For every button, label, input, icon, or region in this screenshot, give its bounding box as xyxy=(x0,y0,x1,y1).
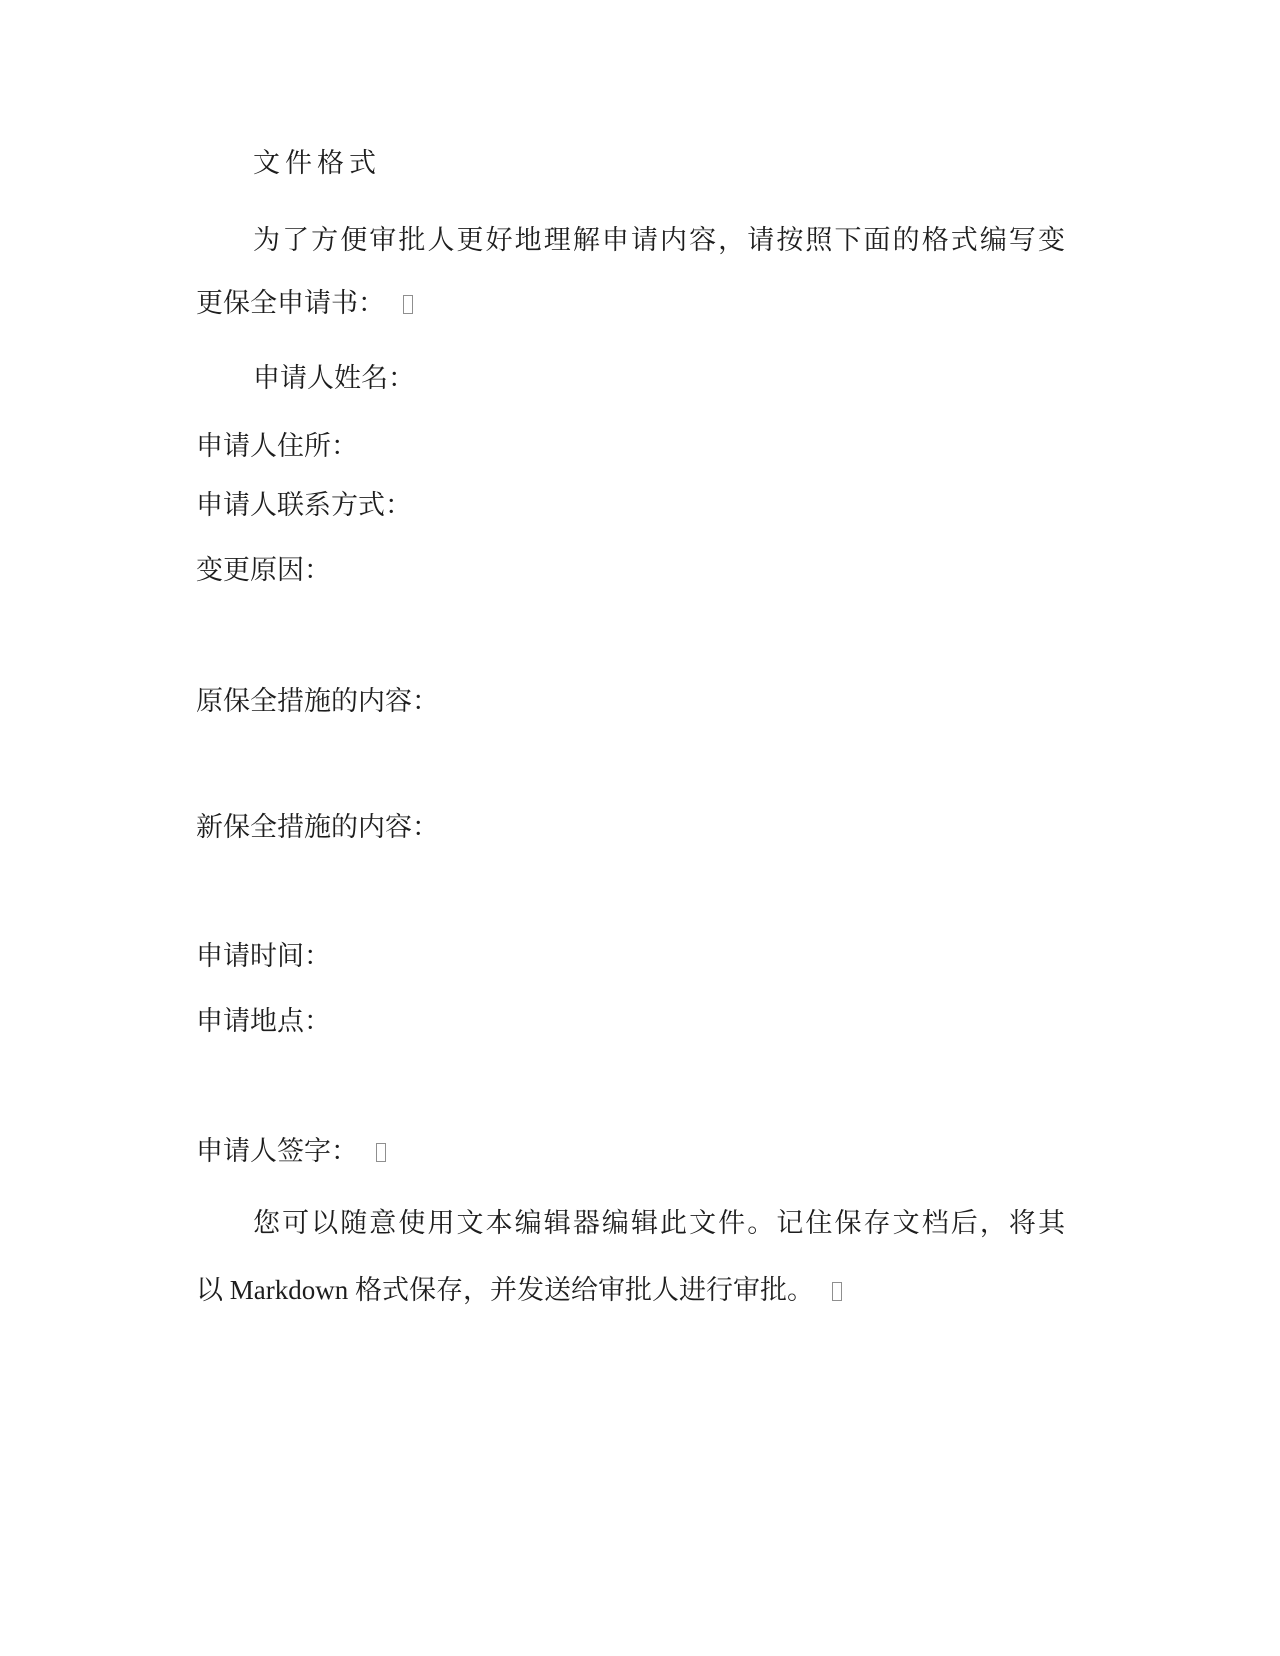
line-field-applicant-signature xyxy=(196,1134,1065,1168)
footer-text-2: 以 Markdown 格式保存，并发送给审批人进行审批。 xyxy=(196,1275,814,1305)
line-footer-wrap-2 xyxy=(196,1273,1065,1307)
field-applicant-contact-label: 申请人联系方式： xyxy=(196,490,412,520)
field-apply-time-label: 申请时间： xyxy=(196,941,331,971)
line-intro-wrap-1 xyxy=(196,223,1065,257)
line-field-apply-time xyxy=(196,939,1065,973)
field-original-measures-label: 原保全措施的内容： xyxy=(196,686,439,716)
field-applicant-address-label: 申请人住所： xyxy=(196,431,358,461)
line-title xyxy=(196,146,1065,180)
intro-text-2: 更保全申请书： xyxy=(196,288,385,318)
missing-glyph-box-icon xyxy=(403,295,413,314)
intro-text-1: 为了方便审批人更好地理解申请内容，请按照下面的格式编写变 xyxy=(253,225,1065,255)
line-field-applicant-contact xyxy=(196,488,1065,522)
missing-glyph-box-icon xyxy=(832,1282,842,1301)
line-field-applicant-name xyxy=(196,361,1065,395)
field-change-reason-label: 变更原因： xyxy=(196,555,331,585)
field-applicant-signature-label: 申请人签字： xyxy=(196,1136,358,1166)
field-apply-place-label: 申请地点： xyxy=(196,1006,331,1036)
line-field-change-reason xyxy=(196,553,1065,587)
line-footer-wrap-1 xyxy=(196,1206,1065,1240)
missing-glyph-box-icon xyxy=(376,1143,386,1162)
line-field-original-measures xyxy=(196,684,1065,718)
field-applicant-name-label: 申请人姓名： xyxy=(253,363,415,393)
line-field-apply-place xyxy=(196,1004,1065,1038)
title-text: 文件格式 xyxy=(253,148,381,178)
footer-text-1: 您可以随意使用文本编辑器编辑此文件。记住保存文档后，将其 xyxy=(253,1208,1065,1238)
field-new-measures-label: 新保全措施的内容： xyxy=(196,812,439,842)
line-field-new-measures xyxy=(196,810,1065,844)
line-field-applicant-address xyxy=(196,429,1065,463)
line-intro-wrap-2 xyxy=(196,286,1065,320)
